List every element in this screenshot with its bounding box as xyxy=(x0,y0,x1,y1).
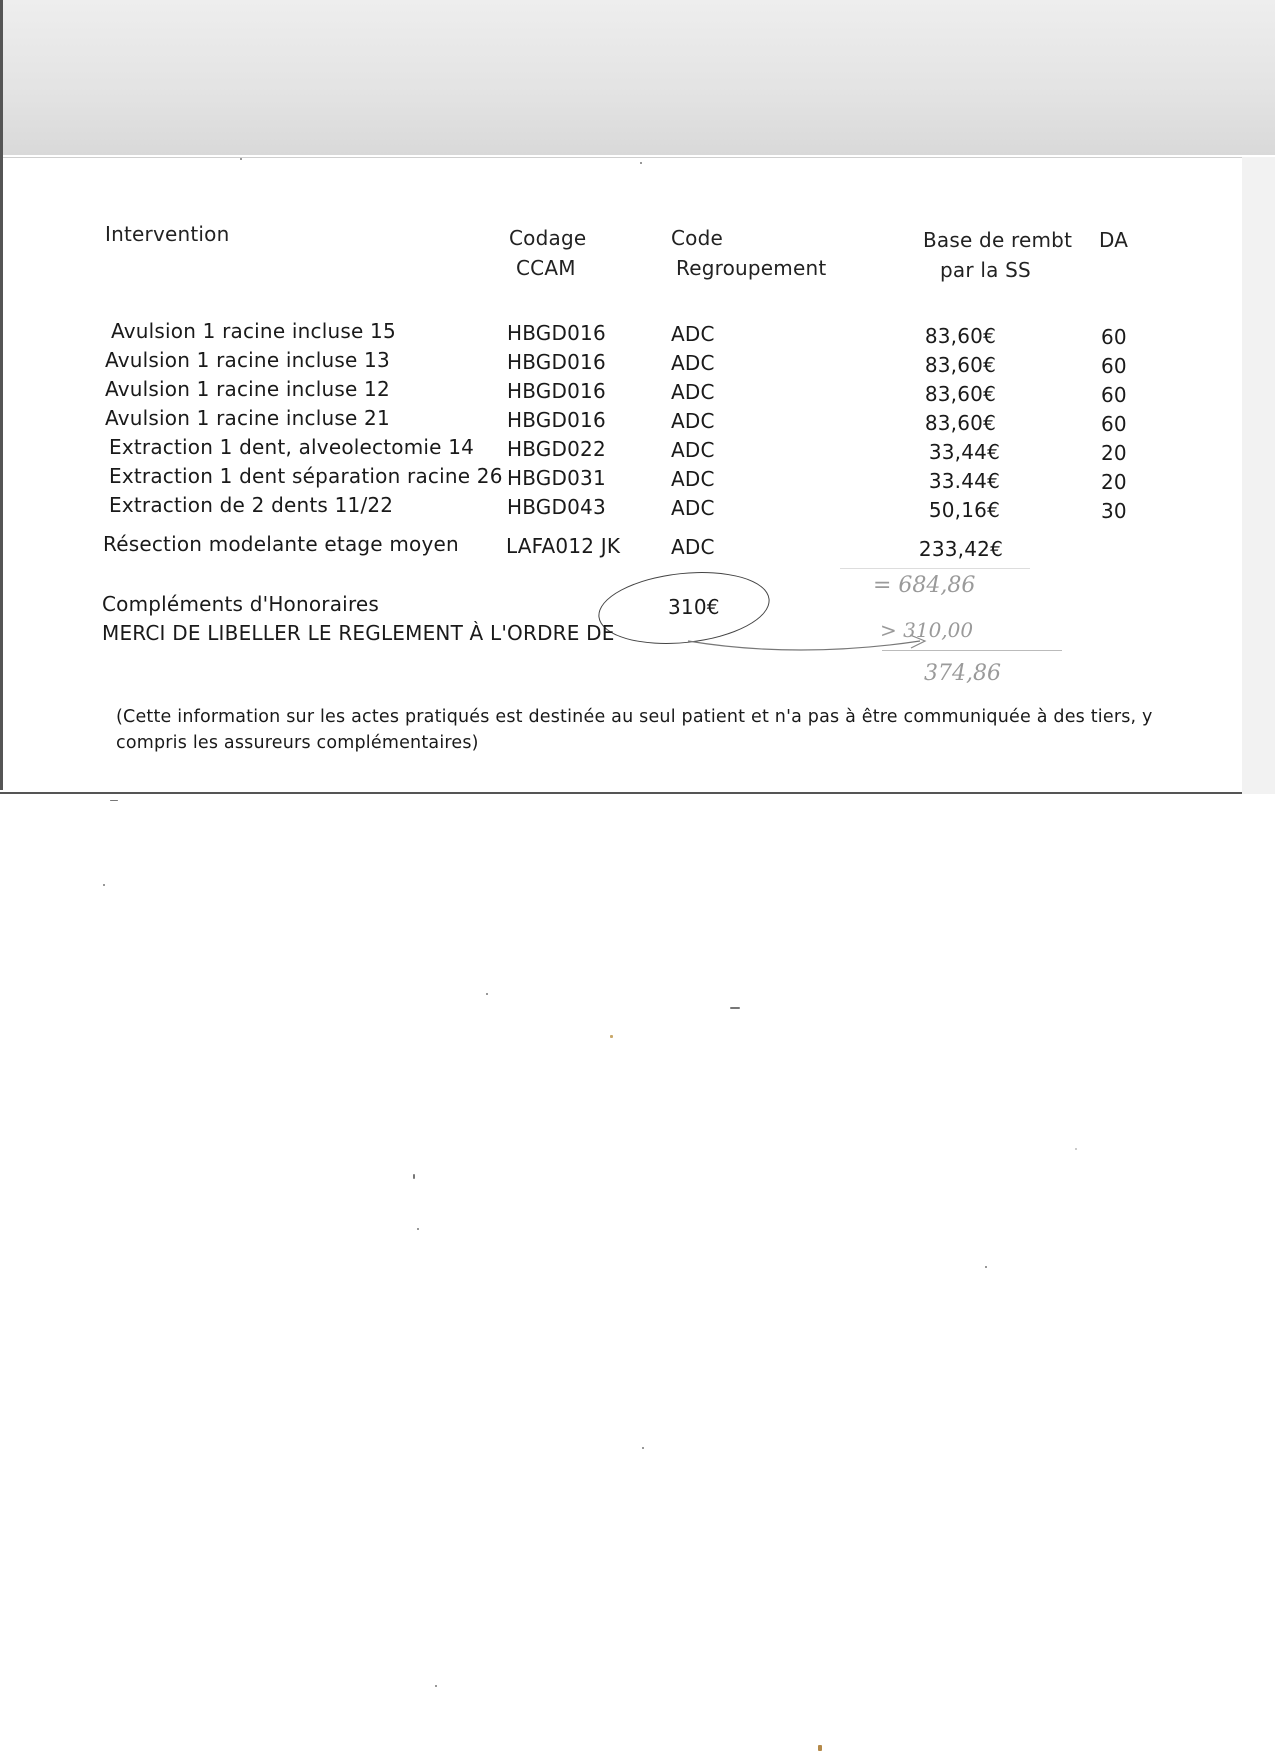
row-intervention: Extraction 1 dent, alveolectomie 14 xyxy=(109,435,475,459)
row-intervention: Extraction de 2 dents 11/22 xyxy=(109,493,394,517)
row-code: ADC xyxy=(671,535,715,559)
row-code: ADC xyxy=(671,380,715,404)
scan-right-shadow xyxy=(1242,157,1275,794)
scan-top-shadow xyxy=(0,0,1275,155)
row-base: 83,60€ xyxy=(924,324,996,348)
handwritten-rule-top xyxy=(840,568,1030,569)
row-base: 33.44€ xyxy=(928,469,1000,493)
row-da: 60 xyxy=(1101,412,1127,436)
handwritten-total: = 684,86 xyxy=(873,573,976,598)
handwritten-rule xyxy=(882,650,1062,651)
header-da: DA xyxy=(1099,228,1129,252)
row-ccam: HBGD016 xyxy=(507,321,606,345)
row-code: ADC xyxy=(671,351,715,375)
scan-speck xyxy=(435,1685,437,1687)
header-code: Code xyxy=(671,226,724,250)
scan-speck xyxy=(413,1174,415,1179)
row-intervention: Résection modelante etage moyen xyxy=(103,532,459,556)
scan-speck xyxy=(640,162,642,164)
handwritten-result: 374,86 xyxy=(924,661,1001,686)
disclaimer-line-1: (Cette information sur les actes pratiqués est destinée au seul patient et n'a pas à être communiquée à des tiers, y xyxy=(116,707,1153,727)
scan-speck xyxy=(240,158,242,160)
scan-speck xyxy=(110,800,118,801)
row-ccam: HBGD043 xyxy=(507,495,606,519)
row-code: ADC xyxy=(671,496,715,520)
row-ccam: HBGD031 xyxy=(507,466,606,490)
row-da: 60 xyxy=(1101,354,1127,378)
row-da: 30 xyxy=(1101,499,1127,523)
disclaimer-line-2: compris les assureurs complémentaires) xyxy=(116,733,479,753)
row-ccam: HBGD016 xyxy=(507,379,606,403)
scan-speck xyxy=(818,1745,822,1751)
row-intervention: Avulsion 1 racine incluse 15 xyxy=(111,319,396,343)
payment-note: MERCI DE LIBELLER LE REGLEMENT À L'ORDRE DE xyxy=(102,621,615,645)
row-da: 60 xyxy=(1101,325,1127,349)
row-code: ADC xyxy=(671,322,715,346)
row-base: 33,44€ xyxy=(928,440,1000,464)
row-base: 83,60€ xyxy=(924,382,996,406)
row-code: ADC xyxy=(671,467,715,491)
scan-speck xyxy=(610,1035,613,1038)
scan-speck xyxy=(642,1447,644,1449)
row-base: 233,42€ xyxy=(918,537,1003,561)
scan-speck xyxy=(103,884,105,886)
row-ccam: HBGD022 xyxy=(507,437,606,461)
row-ccam: HBGD016 xyxy=(507,350,606,374)
row-base: 83,60€ xyxy=(924,353,996,377)
row-intervention: Avulsion 1 racine incluse 13 xyxy=(105,348,390,372)
row-da: 60 xyxy=(1101,383,1127,407)
row-code: ADC xyxy=(671,409,715,433)
header-codage: Codage xyxy=(509,226,587,250)
row-code: ADC xyxy=(671,438,715,462)
row-base: 50,16€ xyxy=(928,498,1000,522)
header-par-la-ss: par la SS xyxy=(940,258,1031,282)
header-intervention: Intervention xyxy=(105,222,230,246)
sheet-top-edge xyxy=(0,157,1250,158)
row-ccam: LAFA012 JK xyxy=(506,534,621,558)
scan-speck xyxy=(1075,1148,1077,1150)
complements-amount: 310€ xyxy=(668,595,720,619)
scan-speck xyxy=(985,1266,987,1268)
scan-speck xyxy=(730,1007,740,1009)
row-da: 20 xyxy=(1101,441,1127,465)
scan-speck xyxy=(486,993,488,995)
complements-label: Compléments d'Honoraires xyxy=(102,592,380,616)
row-intervention: Extraction 1 dent séparation racine 26 xyxy=(109,464,503,488)
row-ccam: HBGD016 xyxy=(507,408,606,432)
header-ccam: CCAM xyxy=(516,256,576,280)
header-base-rembt: Base de rembt xyxy=(923,228,1073,252)
handwritten-deduction: > 310,00 xyxy=(880,618,974,642)
row-intervention: Avulsion 1 racine incluse 21 xyxy=(105,406,390,430)
scan-speck xyxy=(417,1228,419,1230)
row-base: 83,60€ xyxy=(924,411,996,435)
header-regroupement: Regroupement xyxy=(676,256,827,280)
row-da: 20 xyxy=(1101,470,1127,494)
row-intervention: Avulsion 1 racine incluse 12 xyxy=(105,377,390,401)
sheet-left-edge xyxy=(0,0,3,790)
